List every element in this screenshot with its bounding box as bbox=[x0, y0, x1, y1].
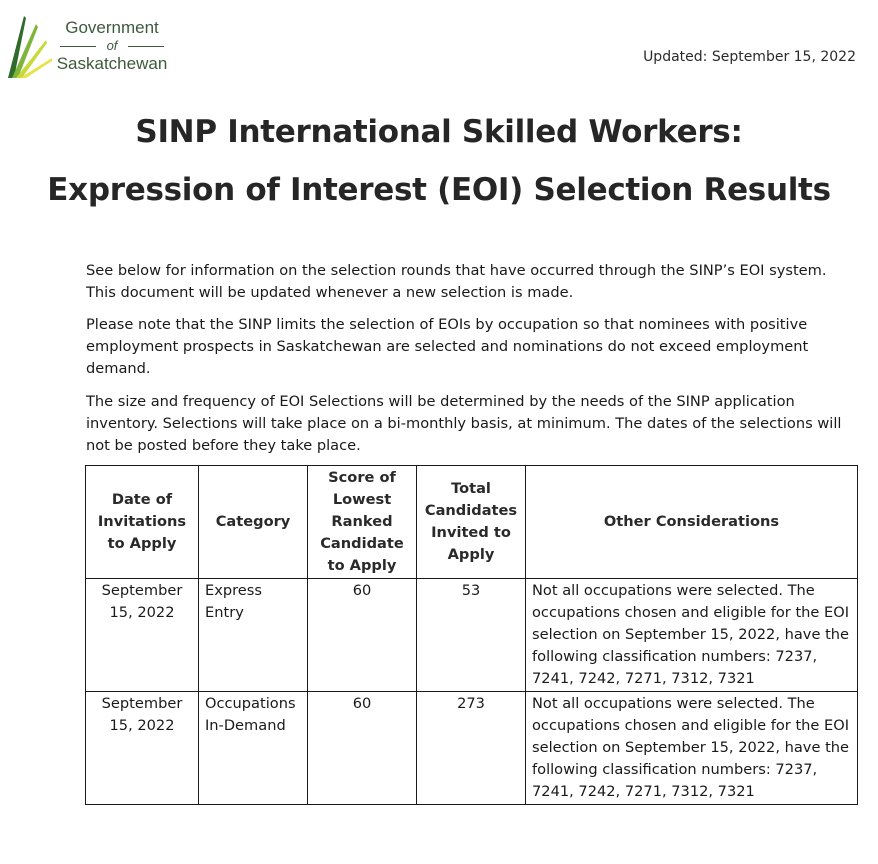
cell-date: September 15, 2022 bbox=[86, 579, 199, 692]
logo-line-of: of bbox=[52, 38, 172, 54]
header-total-candidates: Total Candidates Invited to Apply bbox=[417, 466, 526, 579]
cell-other: Not all occupations were selected. The occupations chosen and eligible for the EOI selection on September 15, 2022, have the following classification numbers: 7237, 7241, 7242, 7271, 7312, 7321 bbox=[526, 579, 858, 692]
logo-line-government: Government bbox=[65, 18, 159, 37]
header-date-of-invitations: Date of Invitations to Apply bbox=[86, 466, 199, 579]
table-header-row bbox=[86, 466, 858, 579]
table-row bbox=[86, 579, 858, 692]
frequency-paragraph: The size and frequency of EOI Selections will be determined by the needs of the SINP application inventory. Selections will take place on a bi-monthly basis, at minimum. The dates of the selections will not be posted before they take place. bbox=[86, 393, 842, 454]
cell-total: 53 bbox=[417, 579, 526, 692]
cell-total: 273 bbox=[417, 692, 526, 805]
intro-paragraph: See below for information on the selection rounds that have occurred through the SINP’s EOI system. This document will be updated whenever a new selection is made. bbox=[86, 262, 827, 301]
cell-score: 60 bbox=[308, 579, 417, 692]
page-title-line-1: SINP International Skilled Workers: bbox=[135, 114, 743, 150]
cell-category: Occupations In-Demand bbox=[199, 692, 308, 805]
updated-date: Updated: September 15, 2022 bbox=[643, 49, 856, 65]
page-title-line-2: Expression of Interest (EOI) Selection Results bbox=[47, 172, 831, 208]
selection-results-table bbox=[85, 465, 858, 805]
cell-category: Express Entry bbox=[199, 579, 308, 692]
cell-date: September 15, 2022 bbox=[86, 692, 199, 805]
limit-note-paragraph: Please note that the SINP limits the selection of EOIs by occupation so that nominees with positive employment prospects in Saskatchewan are selected and nominations do not exceed employment demand. bbox=[86, 316, 809, 377]
cell-other: Not all occupations were selected. The occupations chosen and eligible for the EOI selection on September 15, 2022, have the following classification numbers: 7237, 7241, 7242, 7271, 7312, 7321 bbox=[526, 692, 858, 805]
header-other-considerations: Other Considerations bbox=[526, 466, 858, 579]
logo-line-saskatchewan: Saskatchewan bbox=[56, 54, 168, 73]
government-of-saskatchewan-logo bbox=[2, 10, 172, 82]
header-lowest-score: Score of Lowest Ranked Candidate to Apply bbox=[308, 466, 417, 579]
wheat-sheaf-icon bbox=[2, 10, 54, 80]
header-category: Category bbox=[199, 466, 308, 579]
table-row bbox=[86, 692, 858, 805]
cell-score: 60 bbox=[308, 692, 417, 805]
